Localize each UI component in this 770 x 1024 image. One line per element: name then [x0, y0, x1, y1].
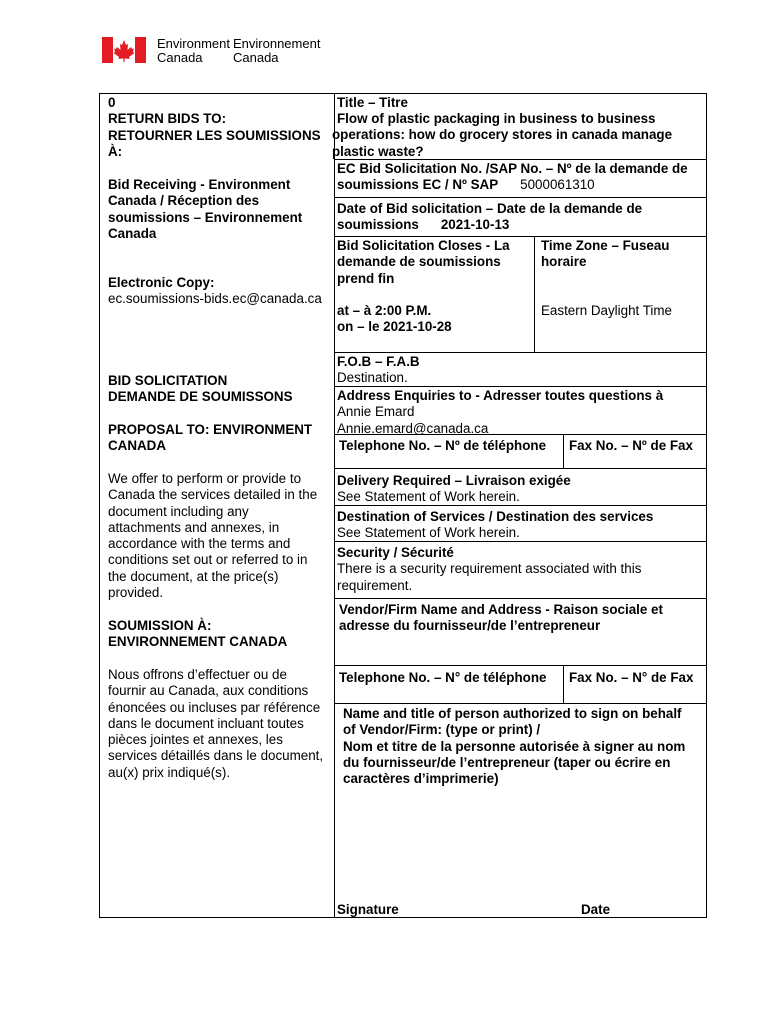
offer-en-line: document including any: [108, 503, 249, 519]
time-zone-label: Time Zone – Fuseau: [541, 238, 670, 253]
delivery-label: Delivery Required – Livraison exigée: [337, 473, 571, 488]
security-text-2: requirement.: [337, 577, 413, 593]
offer-en-line: accordance with the terms and: [108, 536, 291, 552]
telephone-label: Telephone No. – Nº de téléphone: [339, 438, 547, 453]
offer-en-line: We offer to perform or provide to: [108, 471, 302, 486]
offer-fr-line: fournir au Canada, aux conditions: [108, 683, 309, 699]
authorized-name-label: du fournisseur/de l’entrepreneur (taper ou écrire en: [343, 754, 671, 770]
bid-solicitation-heading: BID SOLICITATION: [108, 373, 228, 388]
closes-date: on – le 2021-10-28: [337, 319, 452, 335]
title-line: plastic waste?: [332, 143, 424, 159]
offer-en-line: attachments and annexes, in: [108, 519, 280, 535]
logo-en-line-1: Environment: [157, 36, 230, 51]
time-zone-value: Eastern Daylight Time: [541, 303, 672, 318]
fob-label: F.O.B – F.A.B: [337, 354, 420, 369]
solicitation-date-label: Date of Bid solicitation – Date de la demande de: [337, 201, 643, 216]
closes-label-2: demande de soumissions: [337, 254, 501, 270]
return-bids-fr: RETOURNER LES SOUMISSIONS: [108, 127, 321, 143]
offer-en-line: conditions set out or referred to in: [108, 552, 308, 568]
destination-value: See Statement of Work herein.: [337, 525, 520, 541]
fax-label: Fax No. – Nº de Fax: [569, 438, 693, 453]
fob-value: Destination.: [337, 370, 408, 386]
bid-receiving-line: Canada: [108, 225, 157, 241]
destination-label: Destination of Services / Destination des services: [337, 509, 654, 524]
solicitation-date-value: 2021-10-13: [440, 217, 510, 233]
closes-time: at – à 2:00 P.M.: [337, 303, 432, 318]
closes-label: Bid Solicitation Closes - La: [337, 238, 510, 253]
offer-fr-line: Nous offrons d’effectuer ou de: [108, 667, 287, 682]
offer-fr-line: au(x) prix indiqué(s).: [108, 764, 231, 780]
title-line: operations: how do grocery stores in canada manage: [332, 127, 673, 143]
signature-label: Signature: [337, 902, 399, 917]
offer-fr-line: services détaillés dans le document,: [108, 748, 324, 764]
security-text: There is a security requirement associated with this: [337, 561, 642, 577]
offer-fr-line: énoncées ou incluses par référence: [108, 699, 321, 715]
solicitation-number-value: 5000061310: [520, 177, 595, 193]
security-label: Security / Sécurité: [337, 545, 454, 560]
offer-en-line: Canada the services detailed in the: [108, 487, 318, 503]
soumission-heading-2: ENVIRONNEMENT CANADA: [108, 634, 288, 650]
proposal-to-heading: PROPOSAL TO: ENVIRONMENT: [108, 422, 313, 437]
vendor-label: Vendor/Firm Name and Address - Raison sociale et: [339, 602, 663, 617]
offer-en-line: provided.: [108, 585, 164, 601]
bid-receiving-line: Bid Receiving - Environment: [108, 177, 291, 192]
form-number: 0: [108, 95, 116, 110]
authorized-name-label: of Vendor/Firm: (type or print) /: [343, 722, 541, 738]
authorized-name-field[interactable]: [336, 790, 704, 895]
bid-receiving-line: soumissions – Environnement: [108, 209, 303, 225]
authorized-name-label: Name and title of person authorized to sign on behalf: [343, 706, 682, 721]
proposal-to-heading-2: CANADA: [108, 438, 167, 454]
electronic-copy-label: Electronic Copy:: [108, 275, 215, 290]
canada-flag-icon: [102, 37, 146, 63]
closes-label-3: prend fin: [337, 270, 395, 286]
logo-fr-line-2: Canada: [233, 49, 279, 65]
vendor-telephone-label: Telephone No. – N° de téléphone: [339, 670, 547, 685]
delivery-value: See Statement of Work herein.: [337, 489, 520, 505]
authorized-name-label: Nom et titre de la personne autorisée à signer au nom: [343, 738, 686, 754]
enquiries-name: Annie Emard: [337, 404, 415, 420]
electronic-copy-email[interactable]: ec.soumissions-bids.ec@canada.ca: [108, 291, 322, 307]
solicitation-date-label-2: soumissions: [337, 217, 419, 233]
title-label: Title – Titre: [337, 95, 408, 110]
logo-en-line-2: Canada: [157, 49, 203, 65]
enquiries-email[interactable]: Annie.emard@canada.ca: [337, 420, 489, 436]
vendor-label-2: adresse du fournisseur/de l’entrepreneur: [339, 618, 601, 634]
logo-fr-line-1: Environnement: [233, 36, 321, 51]
bid-receiving-line: Canada / Réception des: [108, 193, 260, 209]
date-label: Date: [581, 902, 611, 917]
authorized-name-label: caractères d’imprimerie): [343, 771, 499, 787]
return-bids-en: RETURN BIDS TO:: [108, 111, 227, 127]
enquiries-label: Address Enquiries to - Adresser toutes questions à: [337, 388, 664, 403]
solicitation-number-label-2: soumissions EC / Nº SAP: [337, 177, 499, 193]
return-bids-fr-2: À:: [108, 143, 123, 159]
title-line: Flow of plastic packaging in business to business: [337, 111, 656, 126]
vendor-name-address-field[interactable]: [336, 636, 704, 664]
offer-fr-line: pièces jointes et annexes, les: [108, 732, 283, 748]
solicitation-number-label: EC Bid Solicitation No. /SAP No. – Nº de la demande de: [337, 161, 688, 176]
offer-en-line: the document, at the price(s): [108, 568, 279, 584]
demande-heading: DEMANDE DE SOUMISSONS: [108, 389, 293, 405]
offer-fr-line: dans le document incluant toutes: [108, 715, 304, 731]
time-zone-label-2: horaire: [541, 254, 587, 270]
vendor-fax-label: Fax No. – N° de Fax: [569, 670, 694, 685]
soumission-heading: SOUMISSION À:: [108, 618, 212, 633]
